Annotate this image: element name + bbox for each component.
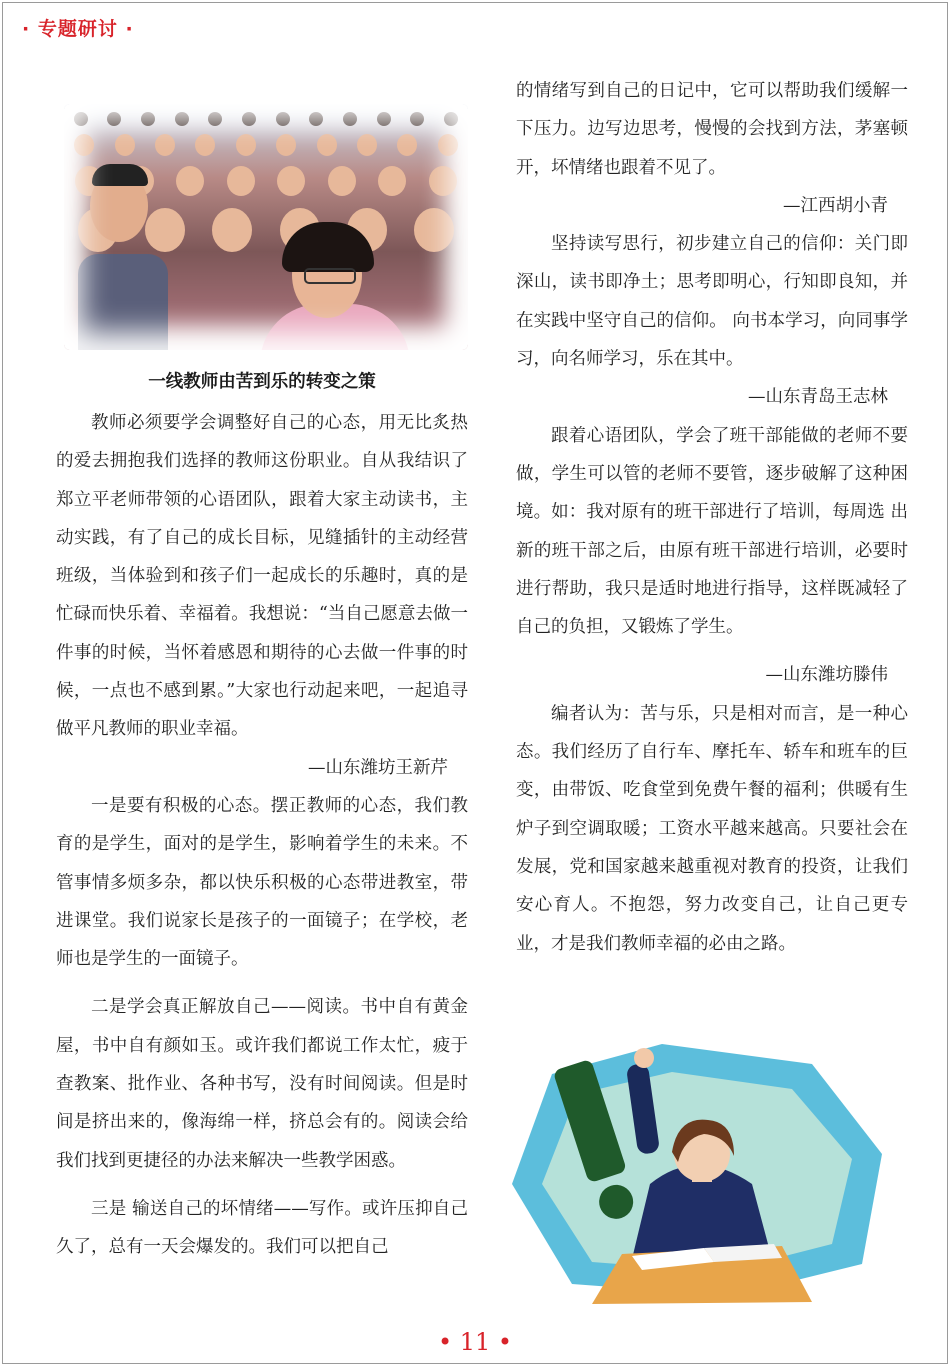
right-column	[516, 72, 908, 963]
paragraph: 编者认为：苦与乐，只是相对而言，是一种心态。我们经历了自行车、摩托车、轿车和班车的巨变，由带饭、吃食堂到免费午餐的福利；供暖有生炉子到空调取暖；工资水平越来越高。只要社会在发展，党和国家越来越重视对教育的投资，让我们安心育人。不抱怨，努力改变自己，让自己更专业，才是我们教师幸福的必由之路。	[516, 703, 908, 954]
author-signature: —江西胡小青	[783, 195, 888, 216]
paragraph: 坚持读写思行，初步建立自己的信仰：关门即深山，读书即净土；思考即明心，行知即良知，并在实践中坚守自己的信仰。 向书本学习，向同事学习，向名师学习，乐在其中。	[516, 234, 908, 370]
page-number: • 11 •	[437, 1328, 513, 1356]
audience-photo	[64, 104, 468, 350]
author-signature: —山东潍坊王新芹	[308, 757, 448, 778]
paragraph: 教师必须要学会调整好自己的心态，用无比炙热的爱去拥抱我们选择的教师这份职业。自从我结识了郑立平老师带领的心语团队，跟着大家主动读书，主动实践，有了自己的成长目标，见缝插针的主动经营班级，当体验到和孩子们一起成长的乐趣时，真的是忙碌而快乐着、幸福着。我想说：“当自己愿意去做一件事的时候，当怀着感恩和期待的心去做一件事的时候，一点也不感到累。”大家也行动起来吧，一起追寻做平凡教师的职业幸福。	[56, 413, 468, 740]
paragraph: 跟着心语团队，学会了班干部能做的老师不要做，学生可以管的老师不要管，逐步破解了这种困境。如：我对原有的班干部进行了培训，每周选 出新的班干部之后，由原有班干部进行培训，必要时进行帮助，我只是适时地进行指导，这样既减轻了自己的负担，又锻炼了学生。	[516, 425, 908, 638]
paragraph: 二是学会真正解放自己——阅读。书中自有黄金屋，书中自有颜如玉。或许我们都说工作太忙，疲于查教案、批作业、各种书写，没有时间阅读。但是时间是挤出来的，像海绵一样，挤总会有的。阅读会给我们找到更捷径的办法来解决一些教学困惑。	[56, 997, 468, 1171]
section-tag: · 专题研讨 ·	[22, 18, 134, 40]
paragraph: 的情绪写到自己的日记中，它可以帮助我们缓解一下压力。边写边思考，慢慢的会找到方法，茅塞顿开，坏情绪也跟着不见了。	[516, 81, 908, 178]
left-column	[56, 404, 468, 1267]
paragraph: 三是 输送自己的坏情绪——写作。或许压抑自己久了，总有一天会爆发的。我们可以把自己	[56, 1198, 468, 1258]
author-signature: —山东青岛王志林	[748, 387, 888, 408]
article-title: 一线教师由苦到乐的转变之策	[148, 372, 376, 392]
author-signature: —山东潍坊滕伟	[765, 665, 888, 686]
paragraph: 一是要有积极的心态。摆正教师的心态，我们教育的是学生，面对的是学生，影响着学生的未来。不管事情多烦多杂，都以快乐积极的心态带进教室，带进课堂。我们说家长是孩子的一面镜子；在学校，老师也是学生的一面镜子。	[56, 795, 468, 970]
raised-hand-illustration	[482, 1034, 892, 1304]
